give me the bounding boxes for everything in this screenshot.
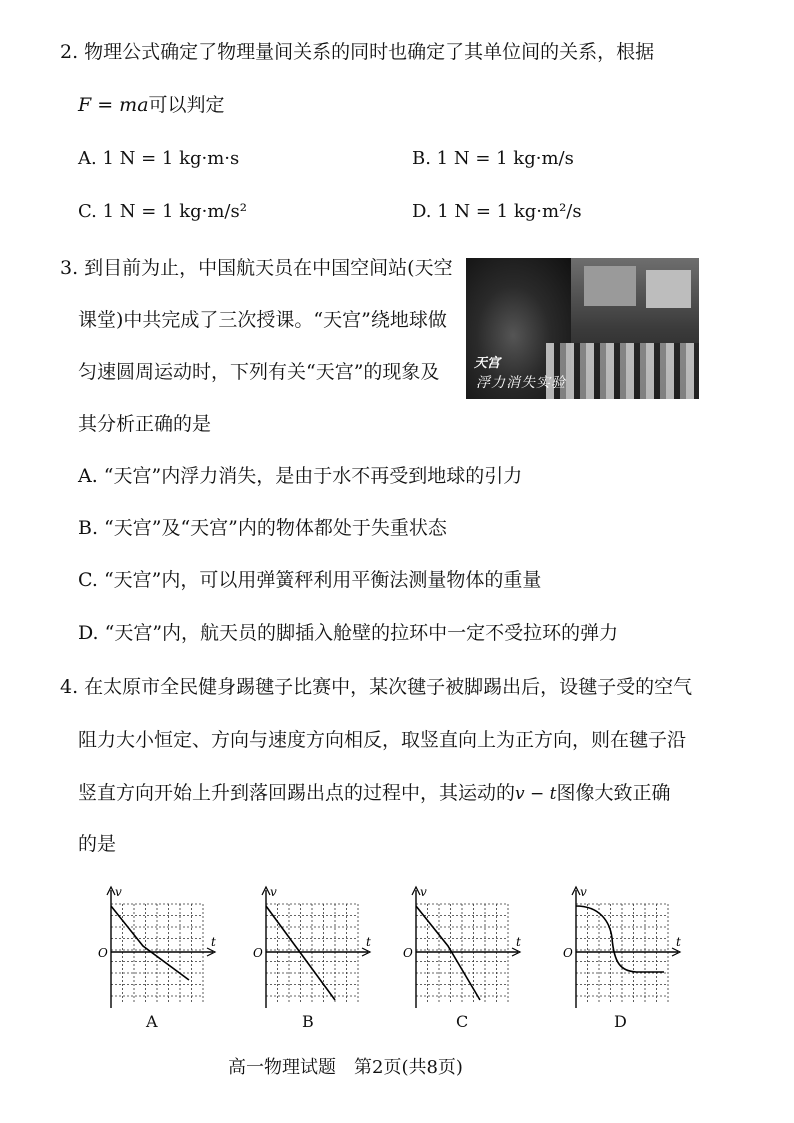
v-axis-label: v — [420, 885, 427, 899]
q3-option-d: D. “天宫”内，航天员的脚插入舱壁的拉环中一定不受拉环的弹力 — [78, 622, 619, 644]
q3-stem-line3: 匀速圆周运动时，下列有关“天宫”的现象及 — [78, 361, 440, 383]
tiangong-classroom-photo — [466, 258, 699, 399]
q4-stem-line3-post: 图像大致正确 — [556, 782, 671, 804]
photo-screen-2 — [646, 270, 691, 308]
vt-curve — [416, 906, 480, 1000]
q3-stem-line4: 其分析正确的是 — [78, 413, 212, 435]
q4-stem-line2: 阻力大小恒定、方向与速度方向相反，取竖直向上为正方向，则在毽子沿 — [78, 729, 687, 751]
photo-screen — [584, 266, 636, 306]
origin-label: O — [253, 946, 263, 960]
q2-formula: F = ma — [78, 94, 149, 116]
q3-stem-line1: 3. 到目前为止，中国航天员在中国空间站(天空 — [60, 257, 453, 279]
graph-d-label: D — [614, 1012, 627, 1031]
q2-stem-line1: 2. 物理公式确定了物理量间关系的同时也确定了其单位间的关系，根据 — [60, 41, 655, 63]
q2-option-c: C. 1 N = 1 kg·m/s² — [78, 201, 247, 222]
graph-a-label: A — [146, 1012, 158, 1031]
photo-caption: 浮力消失实验 — [476, 375, 566, 391]
t-axis-label: t — [676, 935, 681, 949]
v-axis-label: v — [270, 885, 277, 899]
t-axis-label: t — [211, 935, 216, 949]
photo-crowd — [546, 343, 699, 399]
page-footer: 高一物理试题 第2页(共8页) — [228, 1057, 463, 1078]
q2-option-d: D. 1 N = 1 kg·m²/s — [412, 201, 582, 222]
t-axis-label: t — [516, 935, 521, 949]
q2-option-a: A. 1 N = 1 kg·m·s — [78, 148, 240, 169]
q2-stem-line2 — [78, 96, 225, 115]
q3-option-b: B. “天宫”及“天宫”内的物体都处于失重状态 — [78, 517, 447, 539]
origin-label: O — [403, 946, 413, 960]
q2-stem-line2-text: 可以判定 — [148, 94, 225, 116]
q3-option-c: C. “天宫”内，可以用弹簧秤利用平衡法测量物体的重量 — [78, 569, 542, 591]
v-axis-label: v — [580, 885, 587, 899]
q4-vt-formula: v − t — [515, 784, 557, 804]
photo-badge: 天宫 — [474, 356, 501, 371]
v-axis-label: v — [115, 885, 122, 899]
q4-stem-line4: 的是 — [78, 833, 117, 855]
graph-b-label: B — [302, 1012, 314, 1031]
origin-label: O — [563, 946, 573, 960]
q3-stem-line2: 课堂)中共完成了三次授课。“天宫”绕地球做 — [78, 309, 447, 331]
q4-stem-line3-pre: 竖直方向开始上升到落回踢出点的过程中，其运动的 — [78, 782, 516, 804]
q3-option-a: A. “天宫”内浮力消失，是由于水不再受到地球的引力 — [78, 465, 523, 487]
graph-a — [95, 882, 225, 1042]
q4-stem-line3 — [78, 784, 671, 803]
origin-label: O — [98, 946, 108, 960]
vt-curve — [576, 906, 664, 972]
graph-c-label: C — [456, 1012, 469, 1031]
q2-option-b: B. 1 N = 1 kg·m/s — [412, 148, 574, 169]
q4-stem-line1: 4. 在太原市全民健身踢毽子比赛中，某次毽子被脚踢出后，设毽子受的空气 — [60, 676, 693, 698]
t-axis-label: t — [366, 935, 371, 949]
graph-b — [250, 882, 380, 1042]
